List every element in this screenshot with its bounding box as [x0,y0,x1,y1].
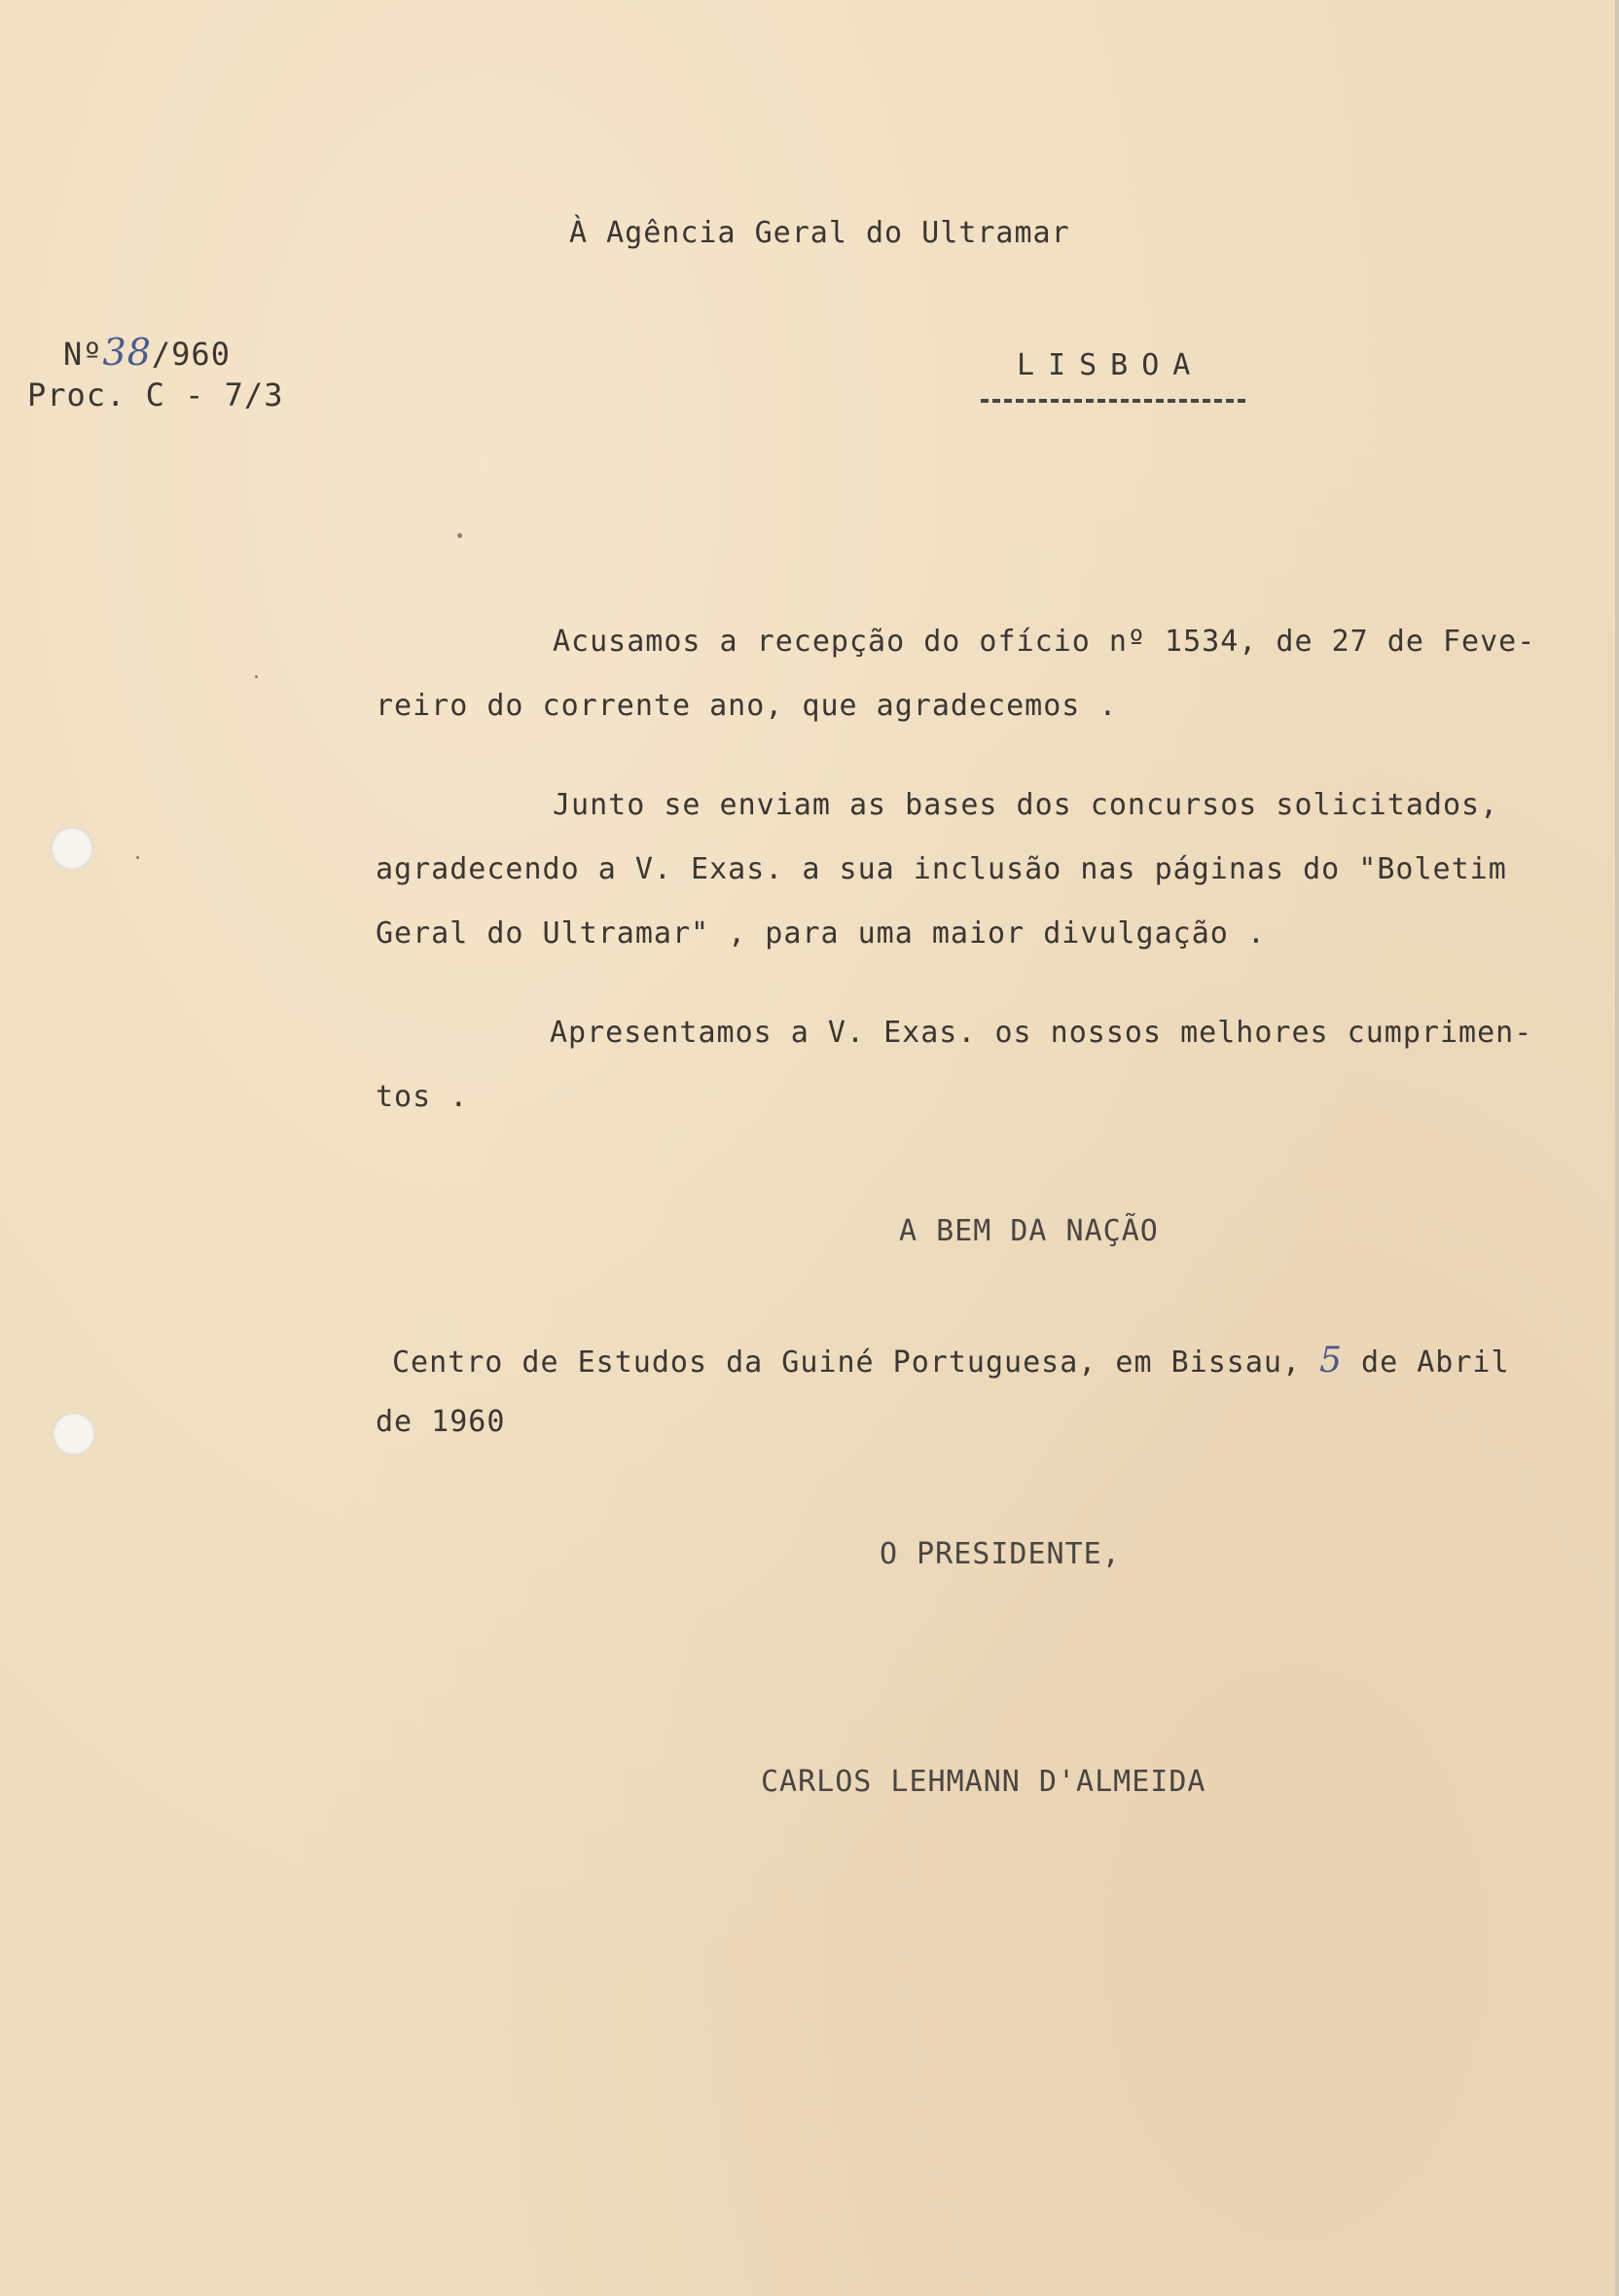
signoff: O PRESIDENTE, [880,1537,1121,1571]
reference-process: Proc. C - 7/3 [27,377,284,413]
body-paragraph-3-line-2: tos . [376,1080,469,1114]
punch-hole-icon [53,1413,95,1455]
place-date-line-1 [392,1341,1510,1381]
paper-speck [136,856,139,859]
body-paragraph-2-line-2: agradecendo a V. Exas. a sua inclusão nas páginas do "Boletim [376,852,1507,886]
place-date-line-2: de 1960 [376,1405,506,1439]
paper-edge [1615,0,1619,2296]
addressee: À Agência Geral do Ultramar [569,216,1070,250]
paper-speck [255,675,258,678]
paper-speck [457,533,462,538]
place-date-month: de Abril [1342,1345,1510,1380]
reference-number-prefix: Nº [63,336,103,373]
reference-number-handwritten: 38 [102,331,152,374]
body-paragraph-1-line-1: Acusamos a recepção do ofício nº 1534, de 27 de Feve- [553,625,1536,659]
body-paragraph-2-line-1: Junto se enviam as bases dos concursos solicitados, [553,788,1499,822]
motto: A BEM DA NAÇÃO [899,1214,1159,1248]
place-date-text: Centro de Estudos da Guiné Portuguesa, em Bissau, [392,1345,1320,1380]
place-date-day-handwritten: 5 [1319,1341,1343,1381]
body-paragraph-3-line-1: Apresentamos a V. Exas. os nossos melhores cumprimen- [550,1016,1533,1050]
signer-name: CARLOS LEHMANN D'ALMEIDA [761,1765,1206,1799]
punch-hole-icon [51,827,93,870]
reference-number-suffix: /960 [151,336,231,373]
city-underline [981,399,1245,403]
body-paragraph-2-line-3: Geral do Ultramar" , para uma maior divulgação . [376,916,1266,951]
city: LISBOA [1017,348,1205,382]
reference-number [63,331,231,374]
body-paragraph-1-line-2: reiro do corrente ano, que agradecemos . [376,689,1118,723]
